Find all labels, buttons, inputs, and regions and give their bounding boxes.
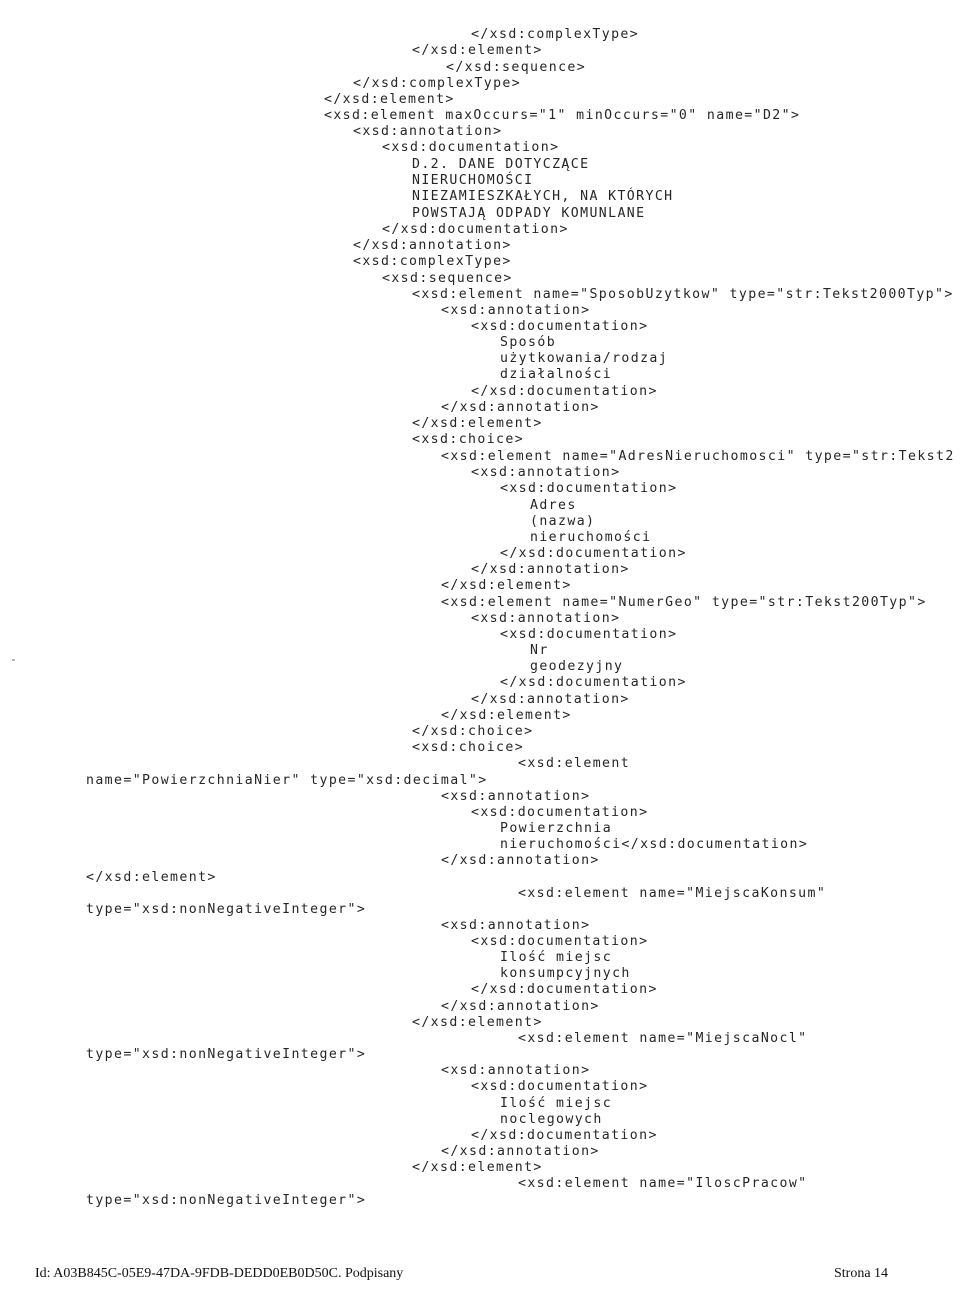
scan-speck (12, 659, 15, 661)
code-line: </xsd:annotation> (441, 400, 600, 415)
code-line: D.2. DANE DOTYCZĄCE (412, 157, 590, 172)
code-line: nieruchomości (530, 530, 652, 545)
code-line: </xsd:annotation> (441, 999, 600, 1014)
code-line: </xsd:complexType> (471, 27, 640, 42)
code-line: </xsd:element> (412, 416, 543, 431)
code-line: <xsd:choice> (412, 432, 525, 447)
code-line: type="xsd:nonNegativeInteger"> (86, 1047, 367, 1062)
code-line: <xsd:sequence> (382, 271, 513, 286)
code-line: <xsd:documentation> (471, 934, 649, 949)
code-line: <xsd:annotation> (471, 611, 621, 626)
code-line: <xsd:choice> (412, 740, 525, 755)
code-line: Sposób (500, 335, 557, 350)
code-line: nieruchomości</xsd:documentation> (500, 837, 809, 852)
code-line: <xsd:documentation> (500, 481, 678, 496)
code-line: <xsd:element name="SposobUzytkow" type="str:Tekst2000Typ"> (412, 287, 954, 302)
code-line: </xsd:documentation> (471, 384, 658, 399)
code-line: geodezyjny (530, 659, 624, 674)
code-line: </xsd:sequence> (446, 60, 587, 75)
code-line: Ilość miejsc (500, 1096, 613, 1111)
code-line: </xsd:element> (324, 92, 455, 107)
code-line: </xsd:annotation> (471, 562, 630, 577)
code-line: <xsd:annotation> (353, 124, 503, 139)
code-line: </xsd:complexType> (353, 76, 522, 91)
code-line: Nr (530, 643, 549, 658)
code-line: </xsd:annotation> (353, 238, 512, 253)
code-line: Ilość miejsc (500, 950, 613, 965)
code-line: <xsd:annotation> (441, 789, 591, 804)
code-line: </xsd:documentation> (500, 675, 687, 690)
code-line: konsumpcyjnych (500, 966, 631, 981)
code-line: <xsd:element (518, 756, 631, 771)
code-line: <xsd:complexType> (353, 254, 512, 269)
code-line: <xsd:documentation> (471, 1079, 649, 1094)
code-line: <xsd:annotation> (441, 1063, 591, 1078)
code-line: <xsd:element name="NumerGeo" type="str:Tekst200Typ"> (441, 595, 927, 610)
code-line: type="xsd:nonNegativeInteger"> (86, 902, 367, 917)
code-line: </xsd:annotation> (441, 1144, 600, 1159)
code-line: użytkowania/rodzaj (500, 351, 669, 366)
code-line: NIEZAMIESZKAŁYCH, NA KTÓRYCH (412, 189, 674, 204)
code-line: </xsd:element> (412, 1015, 543, 1030)
code-line: name="PowierzchniaNier" type="xsd:decimal"> (86, 773, 488, 788)
code-line: </xsd:annotation> (441, 853, 600, 868)
code-line: działalności (500, 367, 613, 382)
code-line: noclegowych (500, 1112, 603, 1127)
code-line: </xsd:documentation> (382, 222, 569, 237)
code-line: </xsd:element> (441, 578, 572, 593)
code-line: <xsd:element name="AdresNieruchomosci" type="str:Tekst2 (441, 449, 955, 464)
code-line: <xsd:element name="MiejscaNocl" (518, 1031, 808, 1046)
code-line: <xsd:annotation> (441, 918, 591, 933)
code-line: <xsd:documentation> (471, 805, 649, 820)
document-id-footer: Id: A03B845C-05E9-47DA-9FDB-DEDD0EB0D50C. Podpisany (35, 1266, 404, 1281)
code-line: </xsd:element> (412, 43, 543, 58)
code-line: </xsd:documentation> (500, 546, 687, 561)
code-line: <xsd:documentation> (471, 319, 649, 334)
code-line: <xsd:documentation> (500, 627, 678, 642)
code-line: </xsd:documentation> (471, 1128, 658, 1143)
code-line: </xsd:element> (441, 708, 572, 723)
code-line: <xsd:element maxOccurs="1" minOccurs="0" name="D2"> (324, 108, 801, 123)
code-line: </xsd:choice> (412, 724, 534, 739)
code-line: <xsd:element name="IloscPracow" (518, 1176, 808, 1191)
code-line: </xsd:element> (86, 870, 217, 885)
code-line: NIERUCHOMOŚCI (412, 173, 534, 188)
code-line: </xsd:documentation> (471, 982, 658, 997)
code-line: <xsd:documentation> (382, 140, 560, 155)
code-line: <xsd:annotation> (441, 303, 591, 318)
code-line: Adres (530, 498, 577, 513)
code-line: Powierzchnia (500, 821, 613, 836)
code-line: </xsd:element> (412, 1160, 543, 1175)
code-line: </xsd:annotation> (471, 692, 630, 707)
page-number: Strona 14 (834, 1266, 889, 1281)
code-line: (nazwa) (530, 514, 596, 529)
code-line: POWSTAJĄ ODPADY KOMUNLANE (412, 206, 646, 221)
code-line: <xsd:element name="MiejscaKonsum" (518, 886, 827, 901)
code-line: <xsd:annotation> (471, 465, 621, 480)
code-line: type="xsd:nonNegativeInteger"> (86, 1193, 367, 1208)
